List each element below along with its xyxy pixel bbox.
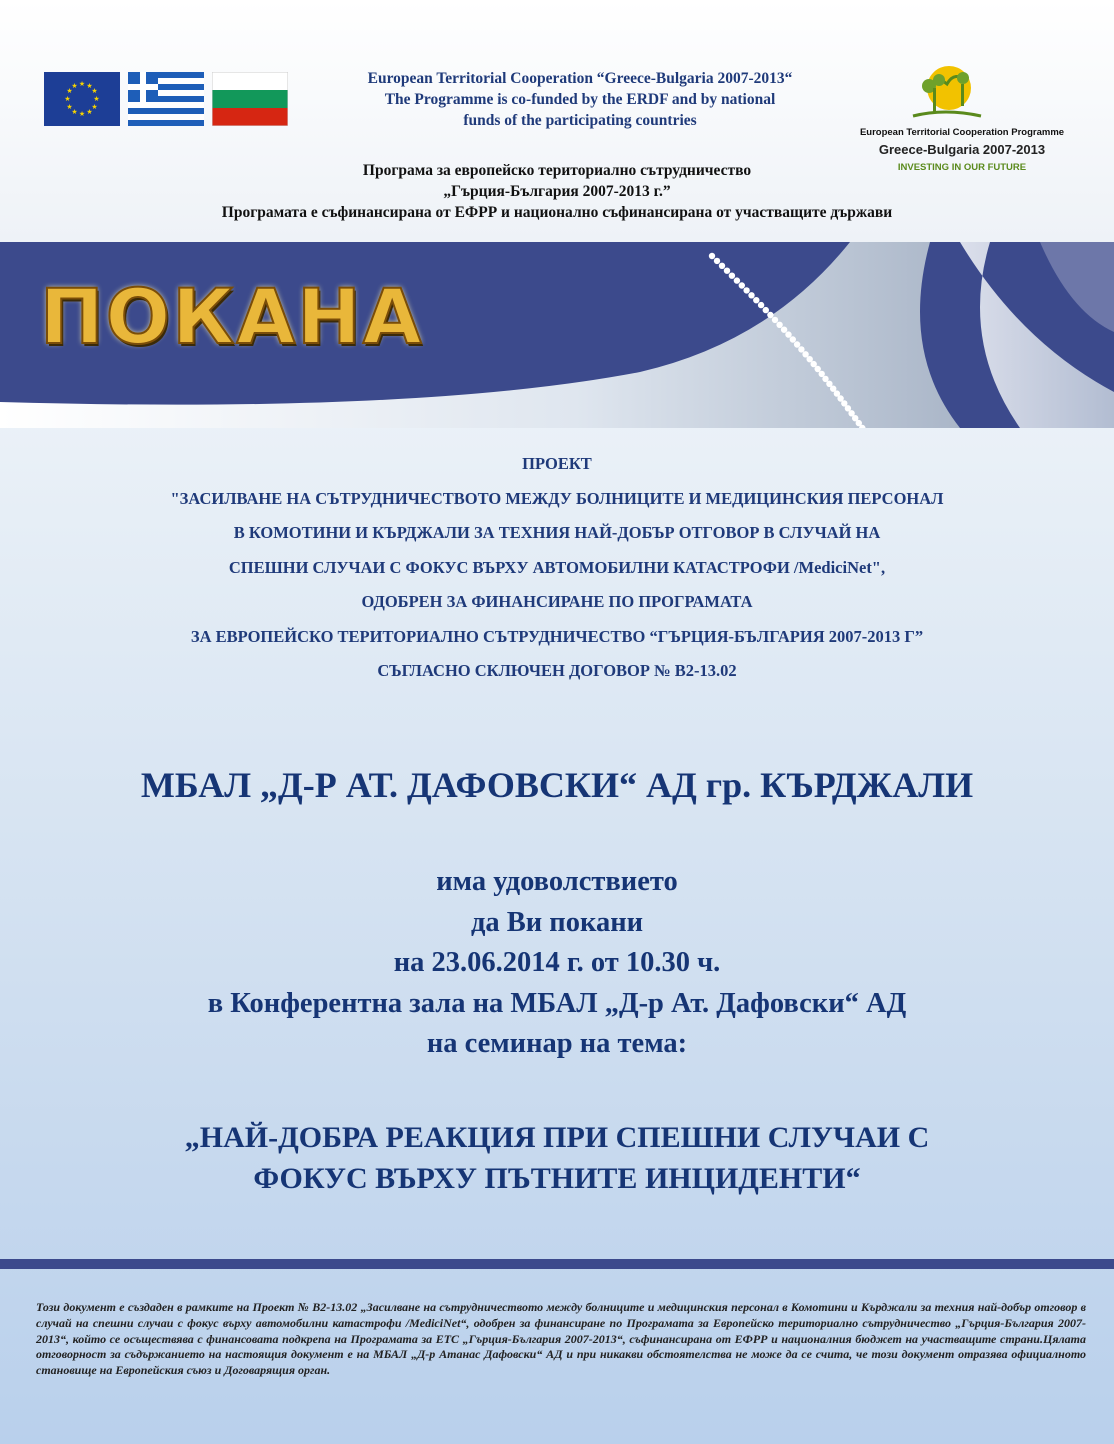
logo-caption: European Territorial Cooperation Programme — [859, 127, 1065, 138]
pearl-dot — [785, 331, 791, 337]
project-line: ЗА ЕВРОПЕЙСКО ТЕРИТОРИАЛНО СЪТРУДНИЧЕСТВО “ГЪРЦИЯ-БЪЛГАРИЯ 2007-2013 Г” — [190, 626, 924, 646]
svg-text:★: ★ — [78, 80, 86, 88]
project-line: СЪГЛАСНО СКЛЮЧЕН ДОГОВОР № B2-13.02 — [377, 661, 737, 680]
svg-text:★: ★ — [78, 110, 86, 118]
pearl-dot — [767, 312, 773, 318]
pearl-dot — [753, 297, 759, 303]
logo-title: Greece-Bulgaria 2007-2013 — [878, 142, 1046, 157]
pearl-dot — [790, 336, 796, 342]
pearl-dot — [794, 341, 800, 347]
en-line: The Programme is co-funded by the ERDF and by national — [384, 91, 776, 108]
invite-line: има удоволствието — [436, 866, 678, 897]
en-line: funds of the participating countries — [463, 112, 697, 129]
svg-text:★: ★ — [93, 95, 100, 103]
pearl-dot — [709, 253, 715, 259]
project-line: В КОМОТИНИ И КЪРДЖАЛИ ЗА ТЕХНИЯ НАЙ-ДОБЪР ОТГОВОР В СЛУЧАЙ НА — [233, 523, 881, 542]
pearl-dot — [743, 287, 749, 293]
programme-text-en — [300, 68, 860, 131]
pearl-dot — [714, 258, 720, 264]
pearl-dot — [781, 327, 787, 333]
pearl-dot — [734, 277, 740, 283]
svg-text:★: ★ — [66, 87, 73, 95]
svg-text:★: ★ — [91, 103, 98, 111]
bulgaria-flag-icon — [212, 72, 288, 126]
svg-text:★: ★ — [71, 108, 78, 116]
svg-text:★: ★ — [64, 95, 71, 103]
pearl-dot — [776, 322, 782, 328]
project-line: ОДОБРЕН ЗА ФИНАНСИРАНЕ ПО ПРОГРАМАТА — [361, 592, 753, 611]
svg-text:★: ★ — [91, 87, 98, 95]
svg-text:★: ★ — [66, 103, 73, 111]
pearl-dot — [763, 307, 769, 313]
hospital-name: МБАЛ „Д-Р АТ. ДАФОВСКИ“ АД гр. КЪРДЖАЛИ — [140, 765, 974, 805]
invitation-text — [30, 862, 1084, 1065]
programme-logo-icon — [905, 62, 985, 124]
pearl-dot — [772, 317, 778, 323]
pearl-dot — [739, 282, 745, 288]
svg-text:★: ★ — [86, 82, 93, 90]
pearl-dot — [798, 346, 804, 352]
topic-line: ФОКУС ВЪРХУ ПЪТНИТЕ ИНЦИДЕНТИ“ — [253, 1162, 861, 1195]
invite-line: да Ви покани — [470, 906, 644, 938]
pearl-dot — [802, 351, 808, 357]
greece-flag-icon — [128, 72, 204, 126]
pearl-dot — [758, 302, 764, 308]
logo-slogan: INVESTING IN OUR FUTURE — [897, 162, 1027, 173]
invite-line: на 23.06.2014 г. от 10.30 ч. — [393, 947, 721, 978]
topic-line: „НАЙ-ДОБРА РЕАКЦИЯ ПРИ СПЕШНИ СЛУЧАИ С — [184, 1121, 930, 1154]
svg-text:★: ★ — [86, 108, 93, 116]
pearl-dot — [748, 292, 754, 298]
eu-flag-icon — [44, 72, 120, 126]
en-line: European Territorial Cooperation “Greece-Bulgaria 2007-2013“ — [367, 70, 793, 87]
project-description — [30, 447, 1084, 689]
invite-line: в Конферентна зала на МБАЛ „Д-р Ат. Дафовски“ АД — [207, 987, 907, 1019]
invitation-title: ПОКАНА — [40, 272, 424, 361]
footer-divider — [0, 1259, 1114, 1269]
bg-line: Програмата е съфинансирана от ЕФРР и национално съфинансирана от участващите държави — [221, 204, 893, 221]
pearl-dot — [729, 273, 735, 279]
footer-disclaimer: Този документ е създаден в рамките на Проект № B2-13.02 „Засилване на сътрудничеството между болниците и медицинския персонал в Комотини и Кърджали за техния най-добър отговор в случай на спешни случаи с фокус върху автомобилни катастрофи /MediciNet“, одобрен за финансиране по Програмата за Европейско териториално сътрудничество „Гърция-България 2007-2013“, който се осъществява с финансовата подкрепа на Програмата за ЕТС „Гърция-България 2007-2013“, съфинансирана от ЕФРР и националния бюджет на участващите страни.Цялата отговорност за съдържанието на настоящия документ е на МБАЛ „Д-р Атанас Дафовски“ АД и при никакви обстоятелства не може да се счита, че този документ отразява официалното становище на Европейския съюз и Договарящия орган. — [36, 1300, 1086, 1378]
pearl-dot — [719, 263, 725, 269]
seminar-topic — [30, 1117, 1084, 1199]
project-line: ПРОЕКТ — [522, 454, 592, 473]
project-line: СПЕШНИ СЛУЧАИ С ФОКУС ВЪРХУ АВТОМОБИЛНИ КАТАСТРОФИ /MediciNet", — [228, 557, 886, 577]
programme-text-bg — [60, 160, 1054, 223]
bg-line: Програма за европейско териториално сътрудничество — [362, 162, 752, 179]
bg-line: „Гърция-България 2007-2013 г.” — [443, 183, 671, 200]
invite-line: на семинар на тема: — [426, 1028, 688, 1059]
project-line: "ЗАСИЛВАНЕ НА СЪТРУДНИЧЕСТВОТО МЕЖДУ БОЛНИЦИТЕ И МЕДИЦИНСКИЯ ПЕРСОНАЛ — [170, 488, 944, 508]
pearl-dot — [724, 268, 730, 274]
svg-text:★: ★ — [71, 82, 78, 90]
